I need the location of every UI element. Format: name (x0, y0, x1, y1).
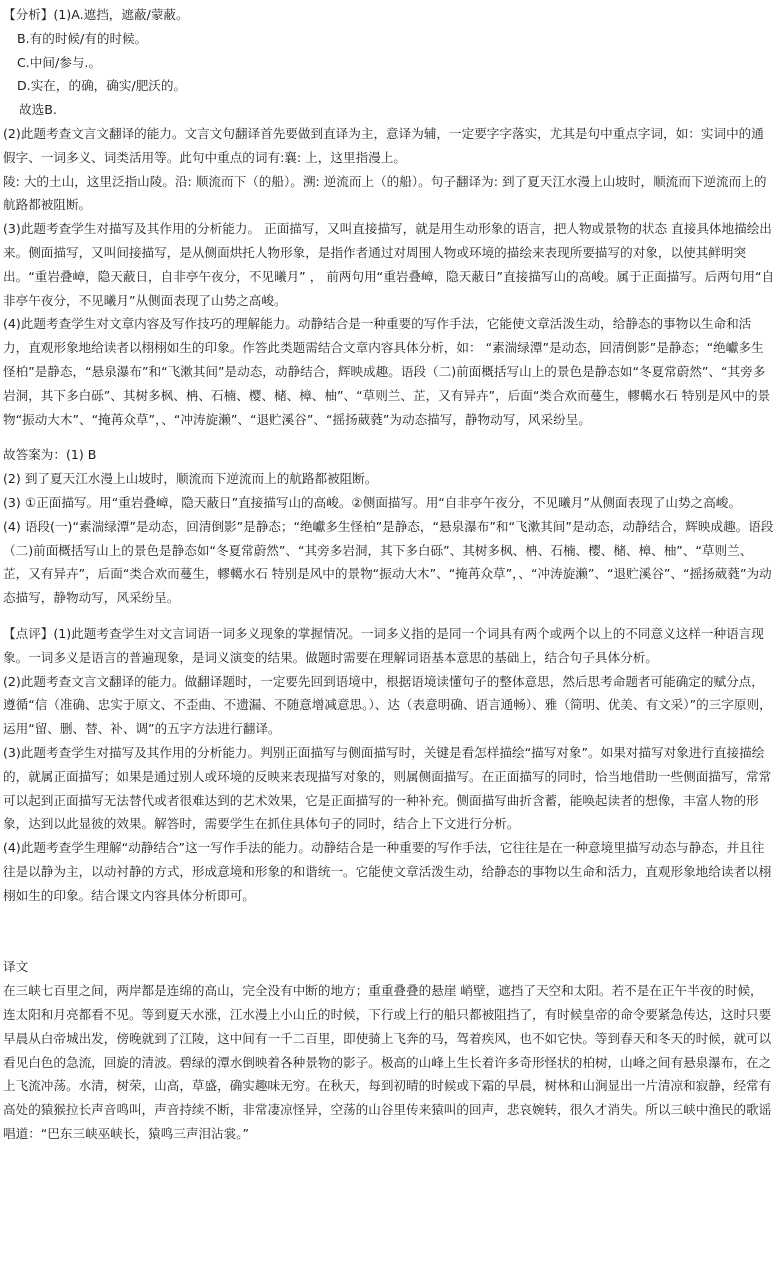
review-2: (2)此题考查文言文翻译的能力。做翻译题时，一定要先回到语境中，根据语境读懂句子的整体意思，然后思考命题者可能确定的赋分点，遵循“信（准确、忠实于原文、不歪曲、不遗漏、不随意增减意思。）、达（表意明确、语言通畅）、雅（简明、优美、有文采）”的三字原则，运用“留、删、替、补、调”的五字方法进行翻译。 (3, 673, 772, 737)
analysis-header: 【分析】(1)A.遮挡，遮蔽/蒙蔽。 (3, 7, 189, 22)
analysis-option-d: D.实在，的确，确实/肥沃的。 (17, 78, 187, 94)
review-1: 【点评】(1)此题考查学生对文言词语一词多义现象的掌握情况。一词多义指的是同一个词具有两个或两个以上的不同意义这样一种语言现象。一词多义是语言的普遍现象，是词义演变的结果。做题时需要在理解词语基本意思的基础上，结合句子具体分析。 (3, 625, 764, 665)
spacer (3, 431, 775, 443)
spacer (3, 610, 775, 622)
review-4: (4)此题考查学生理解“动静结合”这一写作手法的能力。动静结合是一种重要的写作手法，它往往是在一种意境里描写动态与静态，并且往往是以静为主，以动衬静的方式，形成意境和形象的和谐统一。它能使文章活泼生动，给静态的事物以生命和活力，直观形象地给读者以栩栩如生的印象。结合课文内容具体分析即可。 (3, 840, 772, 903)
translation-heading: 译文 (3, 959, 29, 975)
review-section (3, 622, 775, 908)
spacer (3, 907, 775, 955)
translation-body: 在三峡七百里之间，两岸都是连绵的高山，完全没有中断的地方；重重叠叠的悬崖 峭壁，遮挡了天空和太阳。若不是在正午半夜的时候，连太阳和月亮都看不见。等到夏天水涨，江水漫上小山丘的时候，下行或上行的船只都被阻挡了，有时候皇帝的命令要紧急传达，这时只要早晨从白帝城出发，傍晚就到了江陵，这中间有一千二百里，即使骑上飞奔的马，驾着疾风，也不如它快。等到春天和冬天的时候，就可以看见白色的急流，回旋的清波。碧绿的潭水倒映着各种景物的影子。极高的山峰上生长着许多奇形怪状的柏树，山峰之间有悬泉瀑布，在之上飞流冲荡。水清，树荣，山高，草盛，确实趣味无穷。在秋天，每到初晴的时候或下霜的早晨，树林和山涧显出一片清凉和寂静，经常有高处的猿猴拉长声音鸣叫，声音持续不断，非常凄凉怪异，空荡的山谷里传来猿叫的回声，悲哀婉转，很久才消失。所以三峡中渔民的歌谣唱道：“巴东三峡巫峡长，猿鸣三声泪沾裳。” (3, 983, 772, 1142)
analysis-option-b: B.有的时候/有的时候。 (17, 30, 148, 46)
answer-1: 故答案为：(1) B (3, 447, 97, 463)
analysis-para-3: (3)此题考查学生对描写及其作用的分析能力。 正面描写，又叫直接描写，就是用生动形象的语言，把人物或景物的状态 直接具体地描绘出来。侧面描写，又叫间接描写，是从侧面烘托人物形象，是指作者通过对周围人物或环境的描绘来表现所要描写的对象，以使其鲜明突出。“重岩叠嶂，隐天蔽日，自非亭午夜分，不见曦月” ， 前两句用“重岩叠嶂，隐天蔽日”直接描写山的高峻。属于正面描写。后两句用“自非亭午夜分，不见曦月”从侧面表现了山势之高峻。 (3, 221, 775, 308)
analysis-para-2b: 陵: 大的土山，这里泛指山陵。沿: 顺流而下（的船）。溯: 逆流而上（的船）。句子翻译为: 到了夏天江水漫上山坡时，顺流而下逆流而上的航路都被阻断。 (3, 173, 767, 213)
translation-section (3, 955, 775, 1145)
analysis-para-2a: (2)此题考查文言文翻译的能力。文言文句翻译首先要做到直译为主，意译为辅，一定要字字落实，尤其是句中重点字词，如：实词中的通假字、一词多义、词类活用等。此句中重点的词有:襄: 上，这里指漫上。 (3, 125, 764, 165)
document-body (3, 3, 775, 1146)
analysis-option-c: C.中间/参与.。 (17, 54, 102, 70)
review-3: (3)此题考查学生对描写及其作用的分析能力。判别正面描写与侧面描写时，关键是看怎样描绘“描写对象”。如果对描写对象进行直接描绘的，就属正面描写；如果是通过别人或环境的反映来表现描写对象的，则属侧面描写。在正面描写的同时，恰当地借助一些侧面描写，常常可以起到正面描写无法替代或者很难达到的艺术效果，它是正面描写的一种补充。侧面描写曲折含蓄，能唤起读者的想像，丰富人物的形象，达到以此显彼的效果。解答时，需要学生在抓住具体句子的同时，结合上下文进行分析。 (3, 744, 772, 832)
answer-2: (2) 到了夏天江水漫上山坡时，顺流而下逆流而上的航路都被阻断。 (3, 471, 378, 487)
analysis-section (3, 3, 775, 431)
answer-section (3, 443, 775, 610)
analysis-para-4: (4)此题考查学生对文章内容及写作技巧的理解能力。动静结合是一种重要的写作手法，它能使文章活泼生动，给静态的事物以生命和活力，直观形象地给读者以栩栩如生的印象。作答此类题需结合文章内容具体分析，如： “素湍绿潭”是动态，回清倒影”是静态；“绝巘多生怪柏”是静态，“悬泉瀑布”和“飞漱其间”是动态，动静结合，辉映成趣。语段（二)前面概括写山上的景色是静态如“冬夏常蔚然”、“其旁多岩洞，其下多白砾”、其树多枫、柟、石楠、樱、槠、樟、柚”、“草则兰、芷，又有异卉”，后面“类合欢而蔓生，轇轕水石 特别是风中的景物“振动大木”、“掩苒众草”，、“冲涛旋濑”、“退贮溪谷”、“摇扬葳蕤”为动态描写，静物动写，风采纷呈。 (3, 316, 771, 427)
answer-4: (4) 语段(一)“素湍绿潭”是动态，回清倒影”是静态；“绝巘多生怪柏”是静态，“悬泉瀑布”和“飞漱其间”是动态，动静结合，辉映成趣。语段（二)前面概括写山上的景色是静态如“冬夏常蔚然”、“其旁多岩洞，其下多白砾”、其树多枫、柟、石楠、樱、槠、樟、柚”、“草则兰、芷，又有异卉”，后面“类合欢而蔓生，轇轕水石 特别是风中的景物“振动大木”、“掩苒众草”，、“冲涛旋濑”、“退贮溪谷”、“摇扬葳蕤”为动态描写，静物动写，风采纷呈。 (3, 518, 774, 606)
answer-3: (3) ①正面描写。用“重岩叠嶂，隐天蔽日”直接描写山的高峻。②侧面描写。用“自非亭午夜分，不见曦月”从侧面表现了山势之高峻。 (3, 494, 741, 510)
analysis-choice: 故选B. (19, 102, 57, 118)
